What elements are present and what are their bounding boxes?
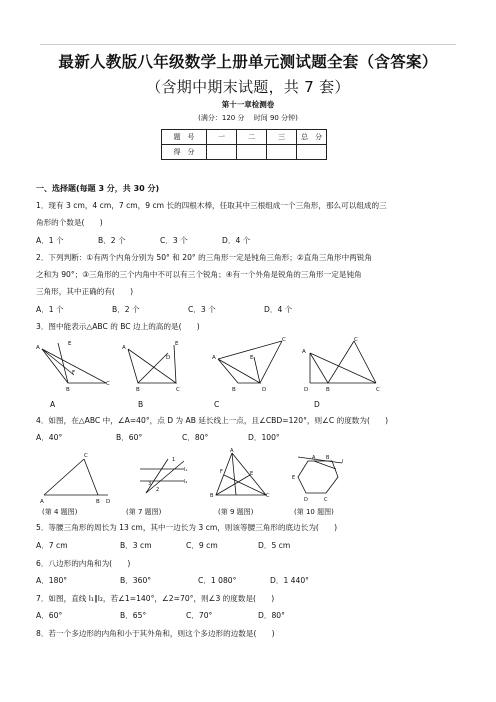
score-cell: 得 分: [162, 145, 207, 160]
option-a[interactable]: A．1 个: [36, 305, 64, 314]
option-b[interactable]: B．3 cm: [120, 541, 152, 550]
score-input-cell[interactable]: [297, 145, 327, 160]
svg-text:E: E: [250, 471, 254, 477]
figure-3b: [128, 345, 176, 383]
score-input-cell[interactable]: [267, 145, 297, 160]
svg-text:C: C: [282, 337, 286, 343]
score-input-cell[interactable]: [237, 145, 267, 160]
svg-text:C: C: [324, 497, 328, 503]
svg-text:A: A: [40, 499, 44, 505]
option-b[interactable]: B．2 个: [112, 305, 140, 314]
figure-caption: (第 7 题图): [126, 508, 162, 516]
svg-text:C: C: [376, 387, 380, 393]
question-2-line-2: 之和为 90°；③三角形的三个内角中不可以有三个锐角；④有一个外角是锐角的三角形一定是钝角: [36, 270, 362, 279]
figure-q10: [298, 457, 342, 493]
svg-text:F: F: [220, 469, 223, 475]
svg-text:B: B: [136, 387, 140, 393]
svg-text:A: A: [36, 345, 40, 351]
figure-q9: [216, 453, 266, 495]
section-heading: 一、选择题(每题 3 分，共 30 分): [36, 184, 160, 193]
question-6-line-1: 6．八边形的内角和为( ): [36, 559, 131, 568]
svg-text:A: A: [302, 349, 306, 355]
page-subtitle: （含期中期末试题，共 7 套）: [146, 78, 350, 96]
svg-text:3: 3: [148, 481, 152, 487]
figure-caption: (第 4 题图): [42, 508, 78, 516]
svg-text:B: B: [210, 493, 214, 499]
option-c[interactable]: C．9 cm: [186, 541, 218, 550]
option-a[interactable]: A．7 cm: [36, 541, 68, 550]
question-4-options: [36, 432, 280, 443]
question-3-line-1: 3．图中能表示△ABC 的 BC 边上的高的是( ): [36, 322, 200, 331]
figure-caption: (第 9 题图): [218, 508, 254, 516]
figure-3c: [218, 341, 282, 383]
svg-text:A: A: [122, 345, 126, 351]
score-cell: 总 分: [297, 130, 327, 145]
score-info: (满分：120 分 时间 90 分钟): [198, 114, 298, 122]
svg-text:C: C: [84, 453, 88, 459]
score-input-cell[interactable]: [207, 145, 237, 160]
score-cell: 一: [207, 130, 237, 145]
question-7-options: [36, 610, 285, 621]
option-a[interactable]: A．40°: [36, 433, 63, 442]
option-b[interactable]: B．60°: [116, 433, 143, 442]
figure-caption: B: [138, 400, 144, 409]
score-table-header-row: [162, 130, 327, 145]
svg-text:A: A: [230, 448, 234, 454]
question-4-line-1: 4．如图，在△ABC 中，∠A=40°，点 D 为 AB 延长线上一点，且∠CBD=120°，则∠C 的度数为( ): [36, 416, 389, 425]
question-8-line-1: 8．若一个多边形的内角和小于其外角和，则这个多边形的边数是( ): [36, 629, 275, 638]
svg-text:C: C: [266, 493, 270, 499]
figure-caption: C: [214, 400, 220, 409]
svg-text:E: E: [175, 341, 179, 347]
figure-3d: [310, 341, 376, 383]
svg-text:1: 1: [172, 457, 176, 463]
svg-text:B: B: [66, 387, 70, 393]
option-c[interactable]: C．3 个: [188, 305, 216, 314]
svg-text:D: D: [166, 355, 171, 361]
svg-text:2: 2: [156, 487, 160, 493]
option-b[interactable]: B．2 个: [98, 236, 126, 245]
svg-text:F: F: [72, 370, 76, 376]
chapter-title: 第十一章检测卷: [221, 100, 275, 109]
score-table: [161, 129, 327, 160]
question-3-figures: [36, 335, 386, 397]
figure-caption: A: [50, 400, 56, 409]
question-1-line-1: 1．现有 3 cm，4 cm，7 cm，9 cm 长的四根木棒，任取其中三根组成一个三角形，那么可以组成的三: [36, 201, 387, 210]
question-5-options: [36, 540, 290, 551]
figure-q7: [140, 459, 184, 493]
question-2-options: [36, 304, 292, 315]
svg-text:E: E: [68, 341, 72, 347]
header-rule: [40, 44, 456, 45]
svg-text:l₁: l₁: [184, 467, 188, 473]
option-d[interactable]: D．4 个: [222, 236, 251, 245]
svg-text:B: B: [96, 499, 100, 505]
question-6-options: [36, 575, 309, 586]
svg-text:A: A: [212, 355, 216, 361]
option-c[interactable]: C．70°: [186, 611, 213, 620]
option-d[interactable]: D．80°: [258, 611, 285, 620]
score-cell: 题 号: [162, 130, 207, 145]
svg-text:C: C: [106, 381, 110, 387]
svg-text:C: C: [354, 337, 358, 343]
option-a[interactable]: A．60°: [36, 611, 63, 620]
svg-text:D: D: [262, 387, 267, 393]
svg-text:D: D: [304, 497, 308, 503]
question-1-line-2: 角形的个数是( ): [36, 218, 103, 227]
page-title: 最新人教版八年级数学上册单元测试题全套（含答案）: [58, 53, 438, 71]
option-d[interactable]: D．100°: [248, 433, 280, 442]
score-table-score-row: [162, 145, 327, 160]
option-a[interactable]: A．1 个: [36, 236, 64, 245]
svg-text:B: B: [326, 387, 330, 393]
question-7-line-1: 7．如图，直线 l₁∥l₂，若∠1=140°，∠2=70°，则∠3 的度数是( ): [36, 594, 275, 603]
svg-text:l: l: [342, 459, 344, 465]
option-d[interactable]: D．5 cm: [258, 541, 291, 550]
question-5-line-1: 5．等腰三角形的周长为 13 cm，其中一边长为 3 cm，则该等腰三角形的底边长为( ): [36, 523, 338, 532]
figure-q4: [44, 459, 108, 495]
option-c[interactable]: C．80°: [182, 433, 209, 442]
svg-text:E: E: [250, 355, 254, 361]
option-b[interactable]: B．65°: [120, 611, 147, 620]
figures-row-2: [36, 447, 386, 505]
svg-text:l₂: l₂: [184, 479, 188, 485]
question-2-line-3: 三角形，其中正确的有( ): [36, 287, 134, 296]
score-cell: 三: [267, 130, 297, 145]
option-b[interactable]: B．360°: [120, 576, 152, 585]
figure-caption: D: [314, 400, 320, 409]
svg-text:C: C: [176, 387, 180, 393]
question-1-options: [36, 235, 250, 246]
figure-caption: (第 10 题图): [294, 508, 334, 516]
svg-text:D: D: [304, 387, 309, 393]
svg-text:A: A: [312, 455, 316, 461]
option-a[interactable]: A．180°: [36, 576, 68, 585]
option-d[interactable]: D．4 个: [264, 305, 293, 314]
score-cell: 二: [237, 130, 267, 145]
svg-text:B: B: [326, 455, 330, 461]
svg-text:D: D: [106, 499, 111, 505]
option-d[interactable]: D．1 440°: [270, 576, 309, 585]
option-c[interactable]: C．1 080°: [198, 576, 237, 585]
figure-3a: [42, 343, 106, 383]
question-2-line-1: 2．下列判断：①有两个内角分别为 50° 和 20° 的三角形一定是钝角三角形；②直角三角形中两锐角: [36, 253, 372, 262]
svg-text:E: E: [292, 475, 296, 481]
svg-text:B: B: [232, 387, 236, 393]
option-c[interactable]: C．3 个: [160, 236, 188, 245]
